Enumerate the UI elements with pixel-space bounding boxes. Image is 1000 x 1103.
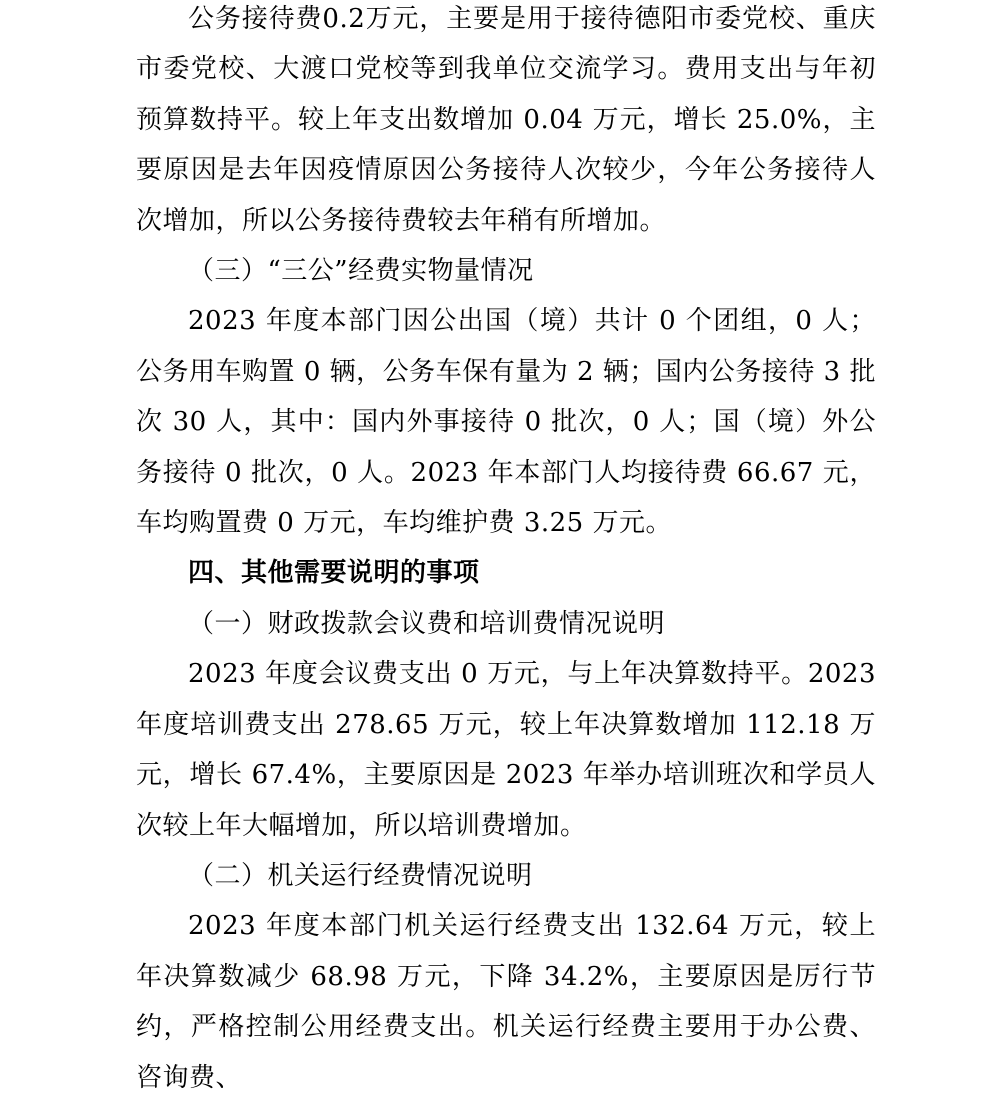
- paragraph-operating-expenses: 2023 年度本部门机关运行经费支出 132.64 万元，较上年决算数减少 68.98 万元，下降 34.2%，主要原因是厉行节约，严格控制公用经费支出。机关运行经费主要用于办公费、咨询费、: [136, 911, 876, 1093]
- document-page: [136, 0, 876, 1103]
- heading-three-public-physical: （三）“三公”经费实物量情况: [188, 256, 534, 287]
- heading-other-matters: 四、其他需要说明的事项: [188, 558, 480, 589]
- paragraph-reception-expense: 公务接待费0.2万元，主要是用于接待德阳市委党校、重庆市委党校、大渡口党校等到我单位交流学习。费用支出与年初预算数持平。较上年支出数增加 0.04 万元，增长 25.0%，主要原因是去年因疫情原因公务接待人次较少，今年公务接待人次增加，所以公务接待费较去年稍有所增加。: [136, 4, 876, 236]
- paragraph-physical-quantity: 2023 年度本部门因公出国（境）共计 0 个团组，0 人；公务用车购置 0 辆，公务车保有量为 2 辆；国内公务接待 3 批次 30 人，其中：国内外事接待 0 批次，0 人；国（境）外公务接待 0 批次，0 人。2023 年本部门人均接待费 66.67 元，车均购置费 0 万元，车均维护费 3.25 万元。: [136, 306, 876, 539]
- heading-meeting-training: （一）财政拨款会议费和培训费情况说明: [188, 608, 666, 639]
- paragraph-meeting-training: 2023 年度会议费支出 0 万元，与上年决算数持平。2023 年度培训费支出 278.65 万元，较上年决算数增加 112.18 万元，增长 67.4%，主要原因是 2023 年举办培训班次和学员人次较上年大幅增加，所以培训费增加。: [136, 659, 876, 841]
- heading-operating-expenses: （二）机关运行经费情况说明: [188, 860, 533, 891]
